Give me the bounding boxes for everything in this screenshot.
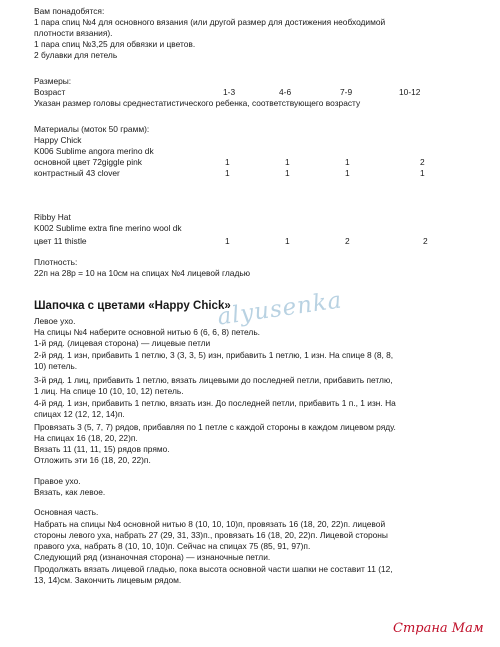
hat-name: Happy Chick <box>34 135 82 145</box>
yarn-name: K002 Sublime extra fine merino wool dk <box>34 223 182 233</box>
instruction-line: спицах 12 (12, 12, 14)п. <box>34 409 125 419</box>
pattern-title: Шапочка с цветами «Happy Chick» <box>34 300 231 312</box>
instruction-line: Следующий ряд (изнаночная сторона) — изнаночные петли. <box>34 552 271 562</box>
material-qty: 1 <box>345 157 350 167</box>
material-label: основной цвет 72giggle pink <box>34 157 142 167</box>
supplies-heading: Вам понадобятся: <box>34 6 105 16</box>
instruction-line: 1 лиц. На спице 10 (10, 10, 12) петель. <box>34 386 184 396</box>
sizes-row <box>34 87 486 98</box>
instruction-line: Провязать 3 (5, 7, 7) рядов, прибавляя по 1 петле с каждой стороны в каждом лицевом ряду. <box>34 422 396 432</box>
instruction-line: Вязать 11 (11, 11, 15) рядов прямо. <box>34 444 170 454</box>
size-cell: 1-3 <box>223 87 236 97</box>
instruction-line: 1-й ряд. (лицевая сторона) — лицевые петли <box>34 338 211 348</box>
materials-heading: Материалы (моток 50 грамм): <box>34 124 150 134</box>
instruction-line: правого уха, набрать 8 (10, 10, 10)п. Сейчас на спицах 75 (85, 91, 97)п. <box>34 541 311 551</box>
materials-row <box>34 157 486 168</box>
watermark: alyusenka <box>215 287 344 331</box>
material-qty: 1 <box>225 168 230 178</box>
size-cell: 4-6 <box>279 87 292 97</box>
yarn-name: K006 Sublime angora merino dk <box>34 146 154 156</box>
material-qty: 2 <box>345 236 350 246</box>
gauge-heading: Плотность: <box>34 257 78 267</box>
section-heading: Правое ухо. <box>34 476 81 486</box>
instruction-line: стороны левого уха, набрать 27 (29, 31, 33)п., провязать 16 (18, 20, 22)п. Лицевой стороны <box>34 530 388 540</box>
instruction-line: 4-й ряд. 1 изн, прибавить 1 петлю, вязать изн. До последней петли, прибавить 1 п., 1 изн. На <box>34 398 396 408</box>
material-qty: 1 <box>225 236 230 246</box>
instruction-line: 2-й ряд. 1 изн, прибавить 1 петлю, 3 (3, 3, 5) изн, прибавить 1 петлю, 1 изн. На спице 8 (8, 8, <box>34 350 394 360</box>
size-cell: 10-12 <box>399 87 421 97</box>
instruction-line: Набрать на спицы №4 основной нитью 8 (10, 10, 10)п, провязать 16 (18, 20, 22)п. лицевой <box>34 519 386 529</box>
supplies-line: 2 булавки для петель <box>34 50 118 60</box>
material-qty: 1 <box>225 157 230 167</box>
size-cell: 7-9 <box>340 87 353 97</box>
material-label: цвет 11 thistle <box>34 236 87 246</box>
material-qty: 2 <box>423 236 428 246</box>
instruction-line: 3-й ряд. 1 лиц, прибавить 1 петлю, вязать лицевыми до последней петли, прибавить петлю, <box>34 375 393 385</box>
sizes-heading: Размеры: <box>34 76 72 86</box>
material-qty: 2 <box>420 157 425 167</box>
instruction-line: На спицы №4 наберите основной нитью 6 (6, 6, 8) петель. <box>34 327 261 337</box>
site-logo: Страна Мам <box>393 621 484 636</box>
material-qty: 1 <box>345 168 350 178</box>
instruction-line: Продолжать вязать лицевой гладью, пока высота основной части шапки не составит 11 (12, <box>34 564 393 574</box>
section-heading: Основная часть. <box>34 507 99 517</box>
material-qty: 1 <box>285 236 290 246</box>
gauge-text: 22п на 28р = 10 на 10см на спицах №4 лицевой гладью <box>34 268 250 278</box>
materials-row <box>34 236 486 247</box>
section-heading: Левое ухо. <box>34 316 76 326</box>
material-qty: 1 <box>420 168 425 178</box>
instruction-line: На спицах 16 (18, 20, 22)п. <box>34 433 138 443</box>
instruction-line: 13, 14)см. Закончить лицевым рядом. <box>34 575 182 585</box>
instruction-line: 10) петель. <box>34 361 78 371</box>
material-qty: 1 <box>285 168 290 178</box>
materials-row <box>34 168 486 179</box>
instruction-line: Вязать, как левое. <box>34 487 106 497</box>
material-qty: 1 <box>285 157 290 167</box>
sizes-note: Указан размер головы среднестатистического ребенка, соответствующего возрасту <box>34 98 361 108</box>
hat-name: Ribby Hat <box>34 212 71 222</box>
supplies-line: плотности вязания). <box>34 28 113 38</box>
supplies-line: 1 пара спиц №3,25 для обвязки и цветов. <box>34 39 196 49</box>
instruction-line: Отложить эти 16 (18, 20, 22)п. <box>34 455 151 465</box>
material-label: контрастный 43 clover <box>34 168 120 178</box>
supplies-line: 1 пара спиц №4 для основного вязания (или другой размер для достижения необходимой <box>34 17 386 27</box>
sizes-label: Возраст <box>34 87 66 97</box>
